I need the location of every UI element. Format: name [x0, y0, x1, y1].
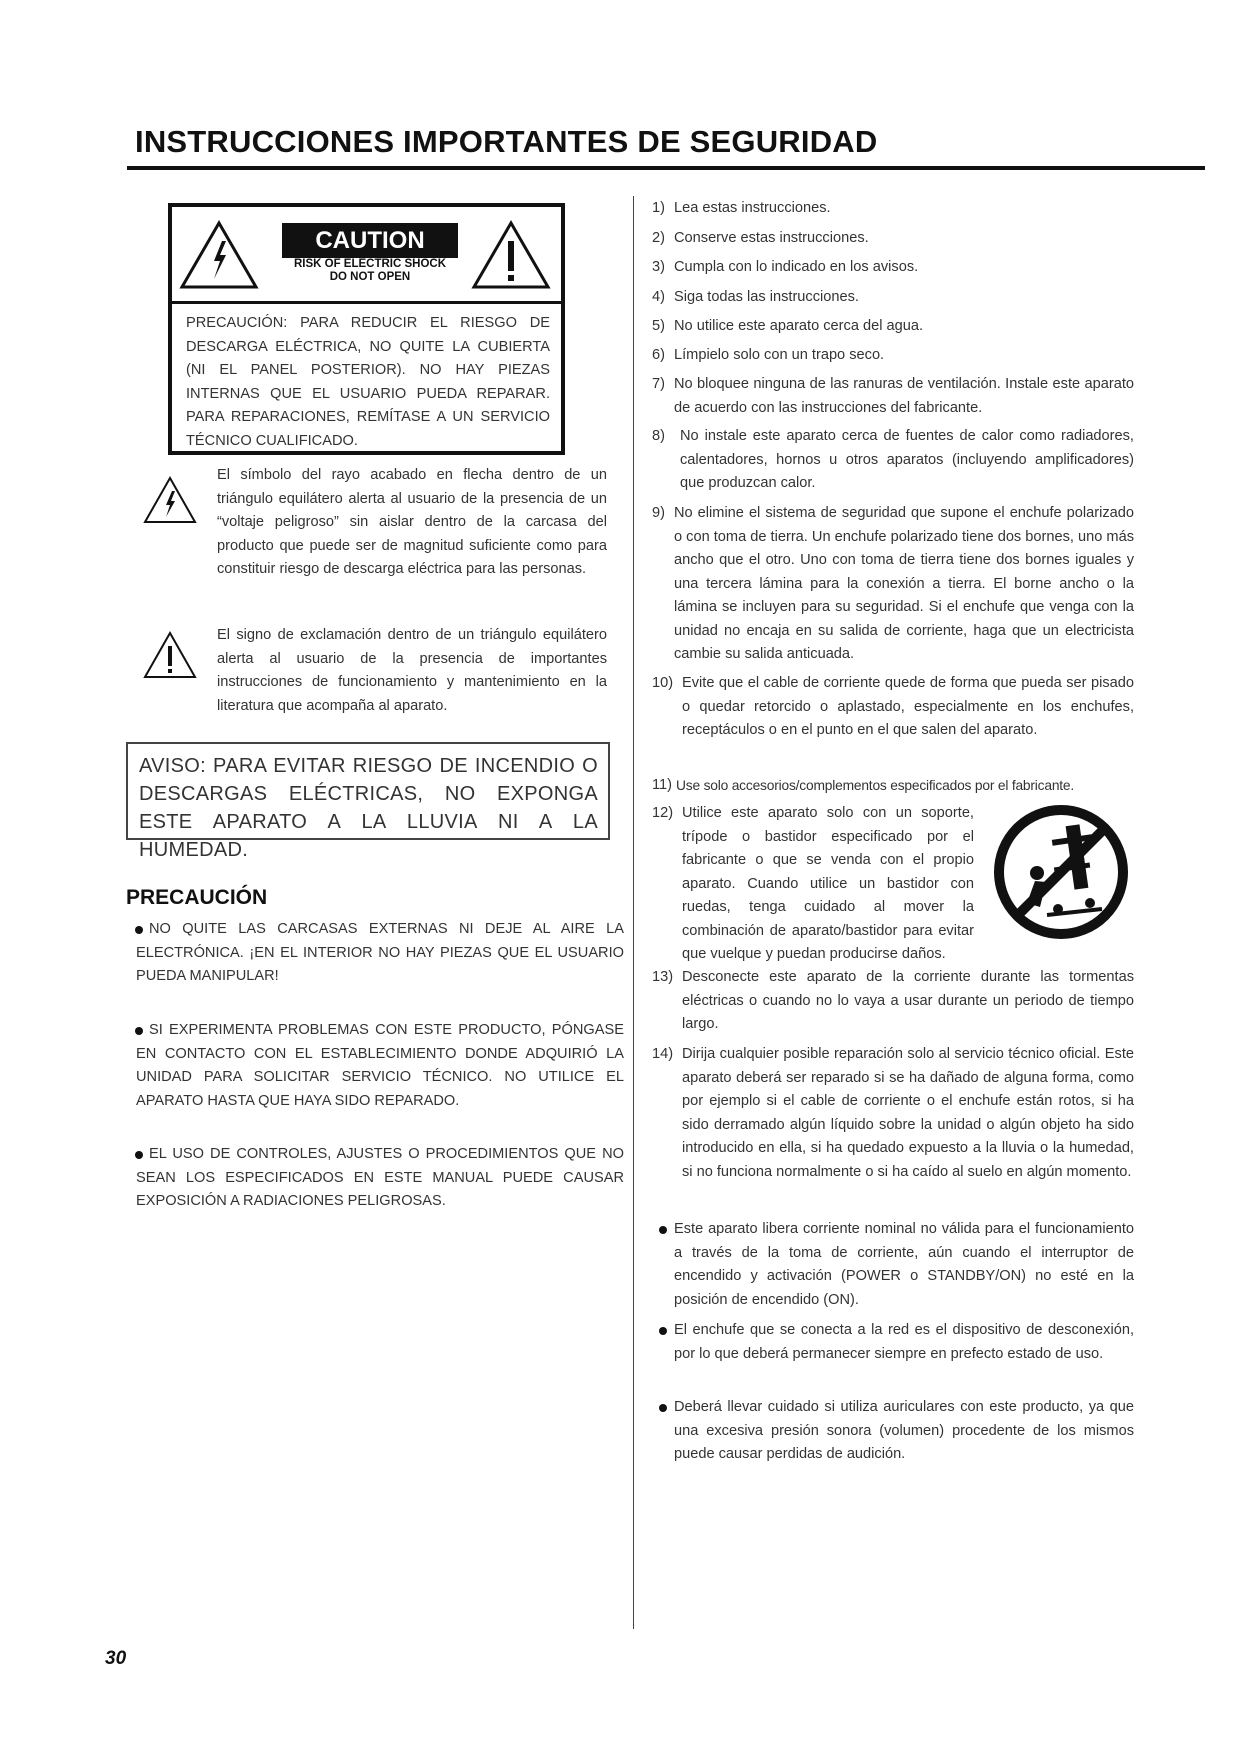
instruction-text: No instale este aparato cerca de fuentes de calor como radiadores, calentadores, hornos u otros aparatos (incluyendo amplificadores) que produzcan calor. — [680, 428, 1134, 491]
instruction-number: 4) — [652, 289, 665, 305]
instruction-item — [652, 286, 1134, 310]
instruction-item — [652, 344, 1134, 368]
instruction-number: 7) — [652, 376, 665, 392]
title-rule — [127, 166, 1205, 170]
instruction-text: Límpielo solo con un trapo seco. — [674, 347, 885, 363]
lightning-warning-icon — [178, 219, 260, 291]
caution-subtitle — [282, 258, 458, 284]
precaucion-item: EL USO DE CONTROLES, AJUSTES O PROCEDIMIENTOS QUE NO SEAN LOS ESPECIFICADOS EN ESTE MANUAL PUEDE CAUSAR EXPOSICIÓN A RADIACIONES PELIGROSAS. — [136, 1146, 624, 1209]
instruction-number: 8) — [652, 428, 665, 444]
instruction-item — [652, 425, 1134, 496]
cart-warning-icon — [992, 803, 1130, 941]
bullet-icon — [659, 1327, 667, 1335]
instruction-text: Lea estas instrucciones. — [674, 200, 831, 216]
instruction-text: No bloquee ninguna de las ranuras de ventilación. Instale este aparato de acuerdo con las instrucciones del fabricante. — [674, 376, 1134, 416]
instruction-number: 12) — [652, 805, 674, 821]
precaucion-item: NO QUITE LAS CARCASAS EXTERNAS NI DEJE AL AIRE LA ELECTRÓNICA. ¡EN EL INTERIOR NO HAY PIEZAS QUE EL USUARIO PUEDA MANIPULAR! — [136, 921, 624, 984]
instruction-text: No utilice este aparato cerca del agua. — [674, 318, 924, 334]
exclamation-symbol-text: El signo de exclamación dentro de un triángulo equilátero alerta al usuario de la presencia de importantes instrucciones de funcionamiento y mantenimiento en la literatura que acompaña al aparato. — [217, 627, 607, 714]
instruction-item — [652, 227, 1134, 251]
instruction-number: 6) — [652, 347, 665, 363]
instruction-number: 5) — [652, 318, 665, 334]
instruction-text: Evite que el cable de corriente quede de forma que pueda ser pisado o quedar retorcido o aplastado, especialmente en los enchufes, receptáculos o en el punto en el que salen del aparato. — [682, 675, 1134, 738]
instruction-text: No elimine el sistema de seguridad que supone el enchufe polarizado o con toma de tierra. Un enchufe polarizado tiene dos bornes, uno más ancho que el otro. Uno con toma de tierra tiene dos bornes iguales y una tercera lámina para la conexión a tierra. El borne ancho o la lámina se incluyen para su seguridad. Si el enchufe que venga con la unidad no encaja en su salida de corriente, haga que un electricista cambie su salida anticuada. — [674, 505, 1134, 662]
page-number: 30 — [105, 1648, 127, 1669]
instruction-text: Siga todas las instrucciones. — [674, 289, 859, 305]
instruction-number: 13) — [652, 969, 674, 985]
instruction-item — [652, 197, 1134, 221]
instruction-item — [652, 1043, 1134, 1184]
note-item: Este aparato libera corriente nominal no válida para el funcionamiento a través de la toma de corriente, aún cuando el interruptor de encendido y activación (POWER o STANDBY/ON) no esté en la posición de encendido (ON). — [674, 1221, 1134, 1308]
precaucion-item: SI EXPERIMENTA PROBLEMAS CON ESTE PRODUCTO, PÓNGASE EN CONTACTO CON EL ESTABLECIMIENTO DONDE ADQUIRIÓ LA UNIDAD PARA SOLICITAR SERVICIO TÉCNICO. NO UTILICE EL APARATO HASTA QUE HAYA SIDO REPARADO. — [136, 1022, 624, 1109]
bullet-icon — [659, 1226, 667, 1234]
instruction-item — [652, 672, 1134, 743]
note-item: Deberá llevar cuidado si utiliza auriculares con este producto, ya que una excesiva presión sonora (volumen) procedente de los mismos puede causar perdidas de audición. — [674, 1399, 1134, 1462]
instruction-number: 11) — [652, 777, 673, 793]
caution-text: PRECAUCIÓN: PARA REDUCIR EL RIESGO DE DESCARGA ELÉCTRICA, NO QUITE LA CUBIERTA (NI EL PANEL POSTERIOR). NO HAY PIEZAS INTERNAS QUE EL USUARIO PUEDA REPARAR. PARA REPARACIONES, REMÍTASE A UN SERVICIO TÉCNICO CUALIFICADO. — [186, 315, 550, 449]
aviso-box — [126, 742, 610, 861]
bullet-icon — [659, 1404, 667, 1412]
instruction-item — [652, 774, 1134, 798]
page-title: INSTRUCCIONES IMPORTANTES DE SEGURIDAD — [135, 124, 878, 159]
instruction-item — [652, 315, 1134, 339]
instruction-item — [652, 966, 1134, 1037]
instruction-text: Utilice este aparato solo con un soporte, trípode o bastidor especificado por el fabricante o que se venda con el propio aparato. Cuando utilice un bastidor con ruedas, tenga cuidado al mover la combinación de aparato/bastidor para evitar que vuelque y puedan producirse daños. — [682, 805, 974, 962]
exclamation-symbol-icon — [142, 630, 198, 680]
instruction-text: Dirija cualquier posible reparación solo al servicio técnico oficial. Este aparato deberá ser reparado si se ha dañado de alguna forma, como por ejemplo si el cable de corriente o el enchufe están rotos, si ha sido derramado algún líquido sobre la unidad o algún objeto ha sido introducido en ella, si ha quedado expuesto a la lluvia o la humedad, si no funciona normalmente o si ha caído al suelo en algún momento. — [682, 1046, 1134, 1180]
instruction-text: Use solo accesorios/complementos especificados por el fabricante. — [676, 778, 1075, 793]
instruction-item — [652, 373, 1134, 420]
instruction-text: Conserve estas instrucciones. — [674, 230, 869, 246]
caution-sub-risk: RISK OF ELECTRIC SHOCK — [293, 258, 447, 270]
instruction-item — [652, 256, 1134, 280]
instruction-item — [652, 802, 974, 967]
instruction-number: 10) — [652, 675, 674, 691]
lightning-symbol-icon — [142, 475, 198, 525]
caution-sub-open: DO NOT OPEN — [329, 271, 411, 283]
lightning-symbol-text: El símbolo del rayo acabado en flecha dentro de un triángulo equilátero alerta al usuario de la presencia de un “voltaje peligroso” sin aislar dentro de la carcasa del producto que puede ser de magnitud suficiente como para constituir riesgo de descarga eléctrica para las personas. — [217, 467, 607, 577]
instruction-text: Cumpla con lo indicado en los avisos. — [674, 259, 919, 275]
precaucion-heading: PRECAUCIÓN — [126, 886, 268, 909]
exclamation-warning-icon — [470, 219, 552, 291]
caution-box — [168, 203, 565, 455]
instruction-number: 14) — [652, 1046, 674, 1062]
caution-header — [172, 207, 561, 304]
instruction-number: 3) — [652, 259, 665, 275]
aviso-text: AVISO: PARA EVITAR RIESGO DE INCENDIO O DESCARGAS ELÉCTRICAS, NO EXPONGA ESTE APARATO A LA LLUVIA NI A LA HUMEDAD. — [139, 755, 598, 861]
instruction-number: 1) — [652, 200, 665, 216]
instruction-number: 9) — [652, 505, 665, 521]
note-item: El enchufe que se conecta a la red es el dispositivo de desconexión, por lo que deberá permanecer siempre en prefecto estado de uso. — [674, 1322, 1134, 1362]
instruction-item — [652, 502, 1134, 667]
instruction-text: Desconecte este aparato de la corriente durante las tormentas eléctricas o cuando no lo vaya a usar durante un periodo de tiempo largo. — [682, 969, 1134, 1032]
caution-label: CAUTION — [282, 223, 458, 258]
column-divider — [633, 196, 634, 1629]
instruction-number: 2) — [652, 230, 665, 246]
